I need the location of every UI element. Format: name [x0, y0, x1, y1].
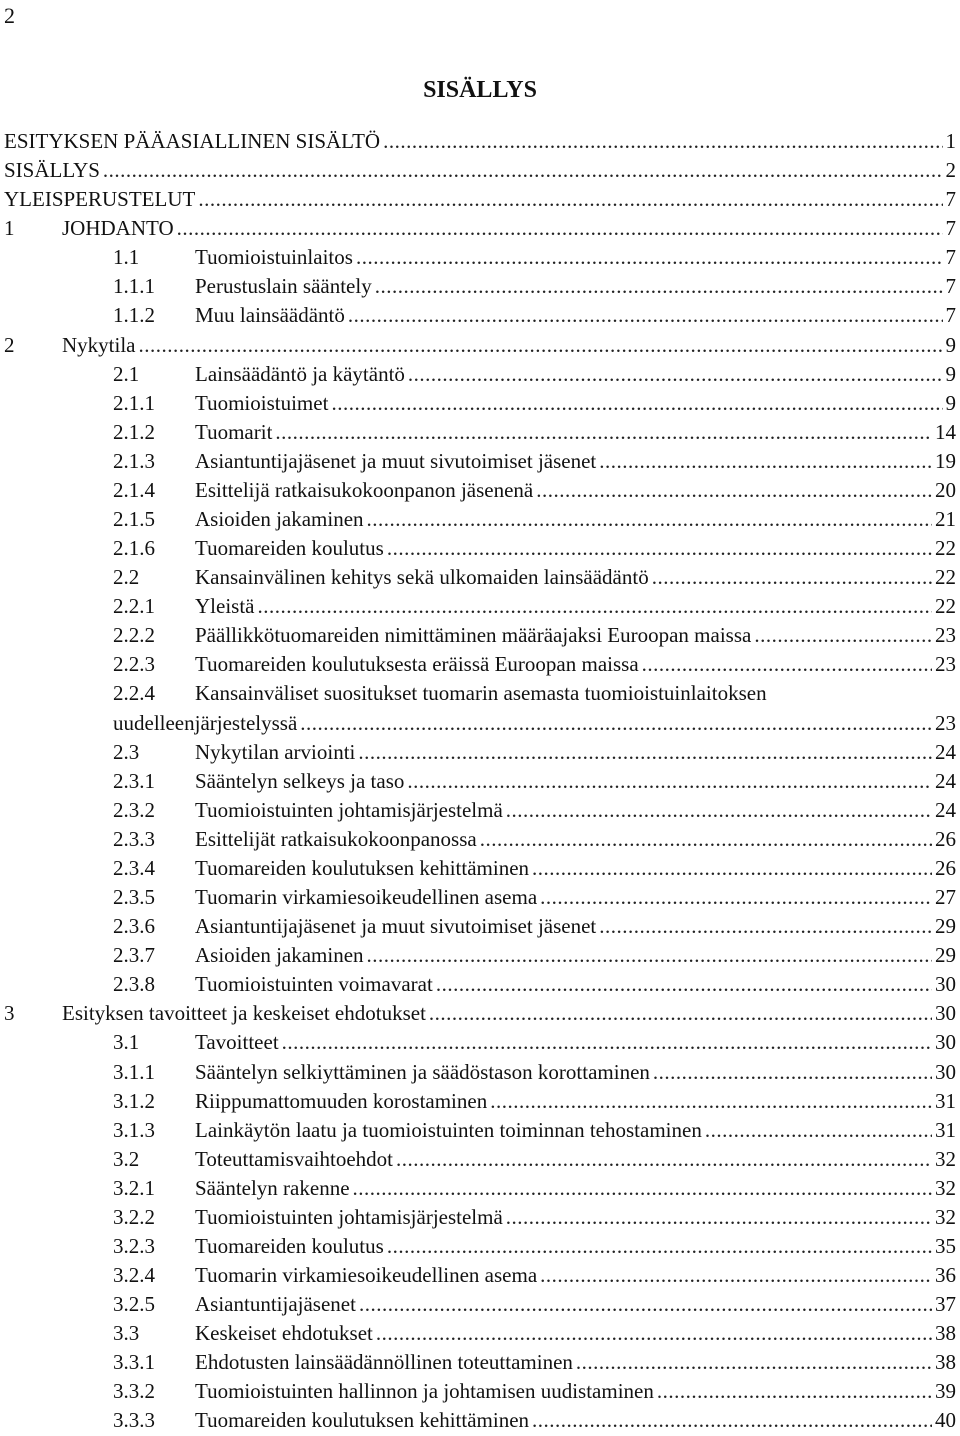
dot-leader: [599, 912, 932, 941]
toc-entry[interactable]: [0, 1348, 960, 1377]
dot-leader: [358, 738, 932, 767]
toc-entry-number: 2.3.5: [113, 885, 155, 910]
toc-entry-page: 32: [935, 1175, 956, 1200]
dot-leader: [356, 243, 943, 272]
toc-entry-continuation[interactable]: [0, 709, 960, 738]
toc-entry[interactable]: [0, 1028, 960, 1057]
toc-entry-number: 2.1.1: [113, 390, 155, 415]
toc-entry-page: 37: [935, 1292, 956, 1317]
toc-entry-line: [4, 127, 956, 156]
dot-leader: [367, 941, 932, 970]
toc-entry[interactable]: [0, 883, 960, 912]
toc-entry[interactable]: [0, 1203, 960, 1232]
toc-entry[interactable]: [0, 912, 960, 941]
toc-entry-number: 2.2.3: [113, 652, 155, 677]
toc-entry[interactable]: [0, 1406, 960, 1435]
toc-entry-page: 40: [935, 1408, 956, 1433]
toc-entry-number: 2.3.4: [113, 855, 155, 880]
dot-leader: [506, 796, 932, 825]
toc-entry-number: 3.2.4: [113, 1263, 155, 1288]
toc-entry-line: [195, 738, 956, 767]
toc-entry-page: 26: [935, 855, 956, 880]
toc-entry-page: 23: [935, 710, 956, 735]
dot-leader: [257, 592, 932, 621]
toc-entry-page: 35: [935, 1233, 956, 1258]
toc-entry-page: 9: [945, 361, 956, 386]
dot-leader: [540, 1261, 932, 1290]
toc-entry[interactable]: [0, 1319, 960, 1348]
toc-entry-page: 23: [935, 652, 956, 677]
dot-leader: [642, 650, 932, 679]
toc-entry[interactable]: [0, 1087, 960, 1116]
toc-entry-page: 30: [935, 1059, 956, 1084]
toc-entry-label: Sääntelyn selkeys ja taso: [195, 768, 405, 793]
toc-entry-label: Asioiden jakaminen: [195, 943, 364, 968]
dot-leader: [540, 883, 932, 912]
toc-entry-number: 1.1.2: [113, 303, 155, 328]
toc-entry-line: [195, 941, 956, 970]
toc-entry-number: 3.3: [113, 1321, 140, 1346]
toc-entry-page: 9: [945, 332, 956, 357]
dot-leader: [348, 301, 943, 330]
toc-entry-label: Esittelijät ratkaisukokoonpanossa: [195, 826, 477, 851]
toc-entry[interactable]: [0, 1377, 960, 1406]
toc-entry-label: Tuomioistuinten johtamisjärjestelmä: [195, 797, 503, 822]
toc-entry-number: 2: [4, 332, 15, 357]
dot-leader: [376, 1319, 932, 1348]
toc-entry-label: Nykytila: [62, 332, 136, 357]
toc-entry-line: [195, 1406, 956, 1435]
toc-entry[interactable]: [0, 534, 960, 563]
toc-entry[interactable]: [0, 1232, 960, 1261]
toc-entry-number: 3.2: [113, 1146, 140, 1171]
toc-entry-number: 2.1.6: [113, 536, 155, 561]
toc-entry-number: 3.1.2: [113, 1088, 155, 1113]
toc-entry-label: Asiantuntijajäsenet ja muut sivutoimiset jäsenet: [195, 914, 597, 939]
dot-leader: [480, 825, 932, 854]
toc-entry-page: 27: [935, 885, 956, 910]
toc-entry-line: [195, 1116, 956, 1145]
toc-entry-number: 1.1: [113, 245, 140, 270]
toc-entry-number: 2.3.6: [113, 914, 155, 939]
dot-leader: [353, 1174, 932, 1203]
toc-entry-number: 3.2.2: [113, 1204, 155, 1229]
toc-entry-label: Tuomareiden koulutuksen kehittäminen: [195, 1408, 530, 1433]
toc-entry-line: [195, 360, 956, 389]
toc-entry-label: Asioiden jakaminen: [195, 507, 364, 532]
toc-entry-line: [195, 1348, 956, 1377]
toc-entry[interactable]: [0, 447, 960, 476]
toc-entry-page: 21: [935, 507, 956, 532]
dot-leader: [407, 767, 932, 796]
toc-entry[interactable]: [0, 214, 960, 243]
toc-entry-line: [62, 999, 956, 1028]
toc-entry-label: Tuomioistuinten hallinnon ja johtamisen uudistaminen: [195, 1379, 654, 1404]
toc-entry-line: [195, 1290, 956, 1319]
dot-leader: [198, 185, 942, 214]
toc-entry-label: Päällikkötuomareiden nimittäminen määräajaksi Euroopan maissa: [195, 623, 752, 648]
toc-entry-page: 7: [945, 187, 956, 212]
toc-entry-line: [195, 1203, 956, 1232]
toc-entry-line: [195, 1377, 956, 1406]
toc-entry-number: 2.3.7: [113, 943, 155, 968]
dot-leader: [436, 970, 932, 999]
toc-entry-label: Tuomioistuinten voimavarat: [195, 972, 433, 997]
toc-entry-page: 31: [935, 1088, 956, 1113]
toc-entry-number: 2.3.8: [113, 972, 155, 997]
toc-entry-page: 7: [945, 245, 956, 270]
toc-entry-line: [195, 243, 956, 272]
toc-entry[interactable]: [0, 1145, 960, 1174]
table-of-contents: [0, 127, 960, 1436]
toc-entry-number: 2.2: [113, 565, 140, 590]
toc-entry-line: [195, 1232, 956, 1261]
toc-entry-line: [195, 767, 956, 796]
toc-entry-line: [195, 534, 956, 563]
toc-entry-label: Muu lainsäädäntö: [195, 303, 345, 328]
toc-entry-line: [195, 272, 956, 301]
toc-entry[interactable]: [0, 679, 960, 708]
dot-leader: [282, 1028, 932, 1057]
toc-entry-label: Asiantuntijajäsenet: [195, 1292, 356, 1317]
toc-entry-page: 22: [935, 565, 956, 590]
toc-entry-page: 2: [945, 158, 956, 183]
toc-entry-label: Lainkäytön laatu ja tuomioistuinten toiminnan tehostaminen: [195, 1117, 702, 1142]
toc-entry-number: 2.1.4: [113, 477, 155, 502]
toc-entry[interactable]: [0, 796, 960, 825]
toc-entry-number: 3: [4, 1001, 15, 1026]
toc-entry-page: 22: [935, 536, 956, 561]
toc-entry-line: [195, 970, 956, 999]
dot-leader: [387, 534, 932, 563]
toc-entry-label: Tuomarin virkamiesoikeudellinen asema: [195, 1263, 538, 1288]
toc-entry-label: Tuomioistuimet: [195, 390, 329, 415]
toc-entry-label: Tuomareiden koulutuksen kehittäminen: [195, 855, 530, 880]
toc-entry[interactable]: [0, 360, 960, 389]
toc-entry-page: 24: [935, 797, 956, 822]
toc-entry[interactable]: [0, 272, 960, 301]
toc-entry-number: 3.2.3: [113, 1233, 155, 1258]
toc-entry-page: 31: [935, 1117, 956, 1142]
toc-entry-page: 1: [945, 129, 956, 153]
toc-entry-label: uudelleenjärjestelyssä: [113, 710, 298, 735]
dot-leader: [275, 418, 932, 447]
toc-entry-page: 19: [935, 448, 956, 473]
toc-entry[interactable]: [0, 389, 960, 418]
page-title: SISÄLLYS: [423, 77, 537, 103]
dot-leader: [532, 854, 932, 883]
toc-entry-line: [195, 1058, 956, 1087]
page-number: 2: [4, 3, 15, 28]
toc-entry[interactable]: [0, 738, 960, 767]
toc-entry[interactable]: [0, 185, 960, 214]
toc-entry-label: Sääntelyn selkiyttäminen ja säädöstason korottaminen: [195, 1059, 650, 1084]
toc-entry-line: [195, 1319, 956, 1348]
toc-entry-page: 20: [935, 477, 956, 502]
dot-leader: [359, 1290, 932, 1319]
dot-leader: [705, 1116, 932, 1145]
dot-leader: [490, 1087, 932, 1116]
toc-entry-label: Kansainvälinen kehitys sekä ulkomaiden lainsäädäntö: [195, 565, 649, 590]
toc-entry-label: SISÄLLYS: [4, 158, 100, 183]
dot-leader: [383, 127, 942, 156]
toc-entry-number: 2.1.2: [113, 419, 155, 444]
toc-entry-number: 2.3.1: [113, 768, 155, 793]
toc-entry-label: Asiantuntijajäsenet ja muut sivutoimiset jäsenet: [195, 448, 597, 473]
dot-leader: [177, 214, 943, 243]
toc-entry-number: 3.1.1: [113, 1059, 155, 1084]
toc-entry[interactable]: [0, 156, 960, 185]
dot-leader: [754, 621, 932, 650]
dot-leader: [657, 1377, 932, 1406]
toc-entry-page: 32: [935, 1146, 956, 1171]
toc-entry-label: Perustuslain sääntely: [195, 274, 372, 299]
toc-entry[interactable]: [0, 767, 960, 796]
toc-entry-page: 30: [935, 1001, 956, 1026]
toc-entry-line: [195, 854, 956, 883]
dot-leader: [532, 1406, 932, 1435]
toc-entry-page: 24: [935, 739, 956, 764]
toc-entry-line: [195, 1174, 956, 1203]
toc-entry[interactable]: [0, 941, 960, 970]
toc-entry-line: [195, 1087, 956, 1116]
toc-entry-label: Toteuttamisvaihtoehdot: [195, 1146, 393, 1171]
toc-entry-line: [195, 912, 956, 941]
toc-entry[interactable]: [0, 505, 960, 534]
toc-entry-label: Sääntelyn rakenne: [195, 1175, 350, 1200]
toc-entry[interactable]: [0, 650, 960, 679]
toc-entry-label: Tuomioistuinten johtamisjärjestelmä: [195, 1204, 503, 1229]
toc-entry-number: 3.2.1: [113, 1175, 155, 1200]
toc-entry-number: 2.3.2: [113, 797, 155, 822]
dot-leader: [396, 1145, 932, 1174]
toc-entry-number: 3.1.3: [113, 1117, 155, 1142]
toc-entry-number: 1: [4, 216, 15, 241]
toc-entry-line: [113, 709, 956, 738]
toc-entry-line: [195, 476, 956, 505]
toc-entry-label: Tuomioistuinlaitos: [195, 245, 353, 270]
dot-leader: [408, 360, 943, 389]
dot-leader: [139, 331, 943, 360]
dot-leader: [576, 1348, 932, 1377]
toc-entry-label: Kansainväliset suositukset tuomarin asemasta tuomioistuinlaitoksen: [195, 681, 767, 706]
toc-entry-page: 39: [935, 1379, 956, 1404]
toc-entry-label: YLEISPERUSTELUT: [4, 187, 196, 212]
dot-leader: [367, 505, 932, 534]
toc-entry-line: [62, 331, 956, 360]
toc-entry-line: [195, 563, 956, 592]
toc-entry-line: [195, 1028, 956, 1057]
dot-leader: [331, 389, 942, 418]
toc-entry-number: 2.2.4: [113, 681, 155, 706]
toc-entry-number: 2.2.2: [113, 623, 155, 648]
toc-entry-line: [195, 796, 956, 825]
dot-leader: [536, 476, 932, 505]
toc-entry[interactable]: [0, 243, 960, 272]
toc-entry-number: 2.1.3: [113, 448, 155, 473]
toc-entry-line: [195, 1145, 956, 1174]
dot-leader: [429, 999, 932, 1028]
dot-leader: [103, 156, 943, 185]
toc-entry-number: 3.2.5: [113, 1292, 155, 1317]
toc-entry-page: 29: [935, 914, 956, 939]
dot-leader: [375, 272, 943, 301]
toc-entry-label: Tuomareiden koulutuksesta eräissä Euroopan maissa: [195, 652, 639, 677]
dot-leader: [653, 1058, 932, 1087]
toc-entry-label: Tuomarin virkamiesoikeudellinen asema: [195, 885, 538, 910]
toc-entry-line: [4, 185, 956, 214]
toc-entry-page: 30: [935, 1030, 956, 1055]
toc-entry[interactable]: [0, 1290, 960, 1319]
toc-entry-label: Yleistä: [195, 594, 255, 619]
dot-leader: [387, 1232, 932, 1261]
toc-entry[interactable]: [0, 854, 960, 883]
toc-entry-line: [195, 447, 956, 476]
toc-entry-line: [195, 825, 956, 854]
toc-entry-line: [195, 1261, 956, 1290]
toc-entry-line: [4, 156, 956, 185]
toc-entry-page: 29: [935, 943, 956, 968]
toc-entry-label: ESITYKSEN PÄÄASIALLINEN SISÄLTÖ: [4, 129, 381, 153]
toc-entry[interactable]: [0, 999, 960, 1028]
toc-entry-line: [195, 592, 956, 621]
toc-entry[interactable]: [0, 563, 960, 592]
toc-entry-page: 24: [935, 768, 956, 793]
toc-entry-page: 7: [945, 216, 956, 241]
toc-entry-label: Riippumattomuuden korostaminen: [195, 1088, 488, 1113]
toc-entry-line: [62, 214, 956, 243]
toc-entry-page: 36: [935, 1263, 956, 1288]
toc-entry-page: 14: [935, 419, 956, 444]
toc-entry-number: 2.1.5: [113, 507, 155, 532]
toc-entry-label: Keskeiset ehdotukset: [195, 1321, 373, 1346]
toc-entry-page: 9: [945, 390, 956, 415]
dot-leader: [506, 1203, 932, 1232]
toc-entry-line: [195, 301, 956, 330]
toc-entry-line: [195, 389, 956, 418]
toc-entry[interactable]: [0, 1174, 960, 1203]
toc-entry[interactable]: [0, 1116, 960, 1145]
toc-entry[interactable]: [0, 1058, 960, 1087]
toc-entry-page: 26: [935, 826, 956, 851]
toc-entry-page: 22: [935, 594, 956, 619]
toc-entry-label: Esittelijä ratkaisukokoonpanon jäsenenä: [195, 477, 534, 502]
toc-entry[interactable]: [0, 331, 960, 360]
toc-entry-label: Tuomarit: [195, 419, 273, 444]
toc-entry-line: [195, 505, 956, 534]
dot-leader: [300, 709, 932, 738]
toc-entry[interactable]: [0, 970, 960, 999]
dot-leader: [652, 563, 932, 592]
toc-entry[interactable]: [0, 127, 960, 156]
toc-entry-label: Tuomareiden koulutus: [195, 1233, 384, 1258]
toc-entry-number: 1.1.1: [113, 274, 155, 299]
toc-entry-label: Lainsäädäntö ja käytäntö: [195, 361, 405, 386]
toc-entry[interactable]: [0, 418, 960, 447]
toc-entry-line: [195, 621, 956, 650]
toc-entry-page: 38: [935, 1350, 956, 1375]
toc-entry-number: 2.2.1: [113, 594, 155, 619]
toc-entry[interactable]: [0, 825, 960, 854]
toc-entry-label: JOHDANTO: [62, 216, 174, 241]
toc-entry[interactable]: [0, 621, 960, 650]
toc-entry-number: 3.3.3: [113, 1408, 155, 1433]
toc-entry[interactable]: [0, 1261, 960, 1290]
toc-entry-label: Tuomareiden koulutus: [195, 536, 384, 561]
toc-entry-page: 23: [935, 623, 956, 648]
toc-entry-number: 3.3.1: [113, 1350, 155, 1375]
toc-entry-page: 7: [945, 303, 956, 328]
toc-entry-number: 3.1: [113, 1030, 140, 1055]
toc-entry-number: 2.1: [113, 361, 140, 386]
dot-leader: [599, 447, 932, 476]
toc-entry-page: 32: [935, 1204, 956, 1229]
toc-entry-number: 2.3: [113, 739, 140, 764]
toc-entry-label: Nykytilan arviointi: [195, 739, 356, 764]
toc-entry[interactable]: [0, 476, 960, 505]
toc-entry-page: 30: [935, 972, 956, 997]
toc-entry-number: 2.3.3: [113, 826, 155, 851]
toc-entry-number: 3.3.2: [113, 1379, 155, 1404]
toc-entry-label: Ehdotusten lainsäädännöllinen toteuttaminen: [195, 1350, 573, 1375]
toc-entry-line: [195, 418, 956, 447]
toc-entry-page: 7: [945, 274, 956, 299]
toc-entry-page: 38: [935, 1321, 956, 1346]
toc-entry-line: [195, 883, 956, 912]
toc-entry[interactable]: [0, 592, 960, 621]
toc-entry[interactable]: [0, 301, 960, 330]
toc-entry-line: [195, 650, 956, 679]
toc-entry-label: Tavoitteet: [195, 1030, 279, 1055]
toc-entry-label: Esityksen tavoitteet ja keskeiset ehdotukset: [62, 1001, 426, 1026]
